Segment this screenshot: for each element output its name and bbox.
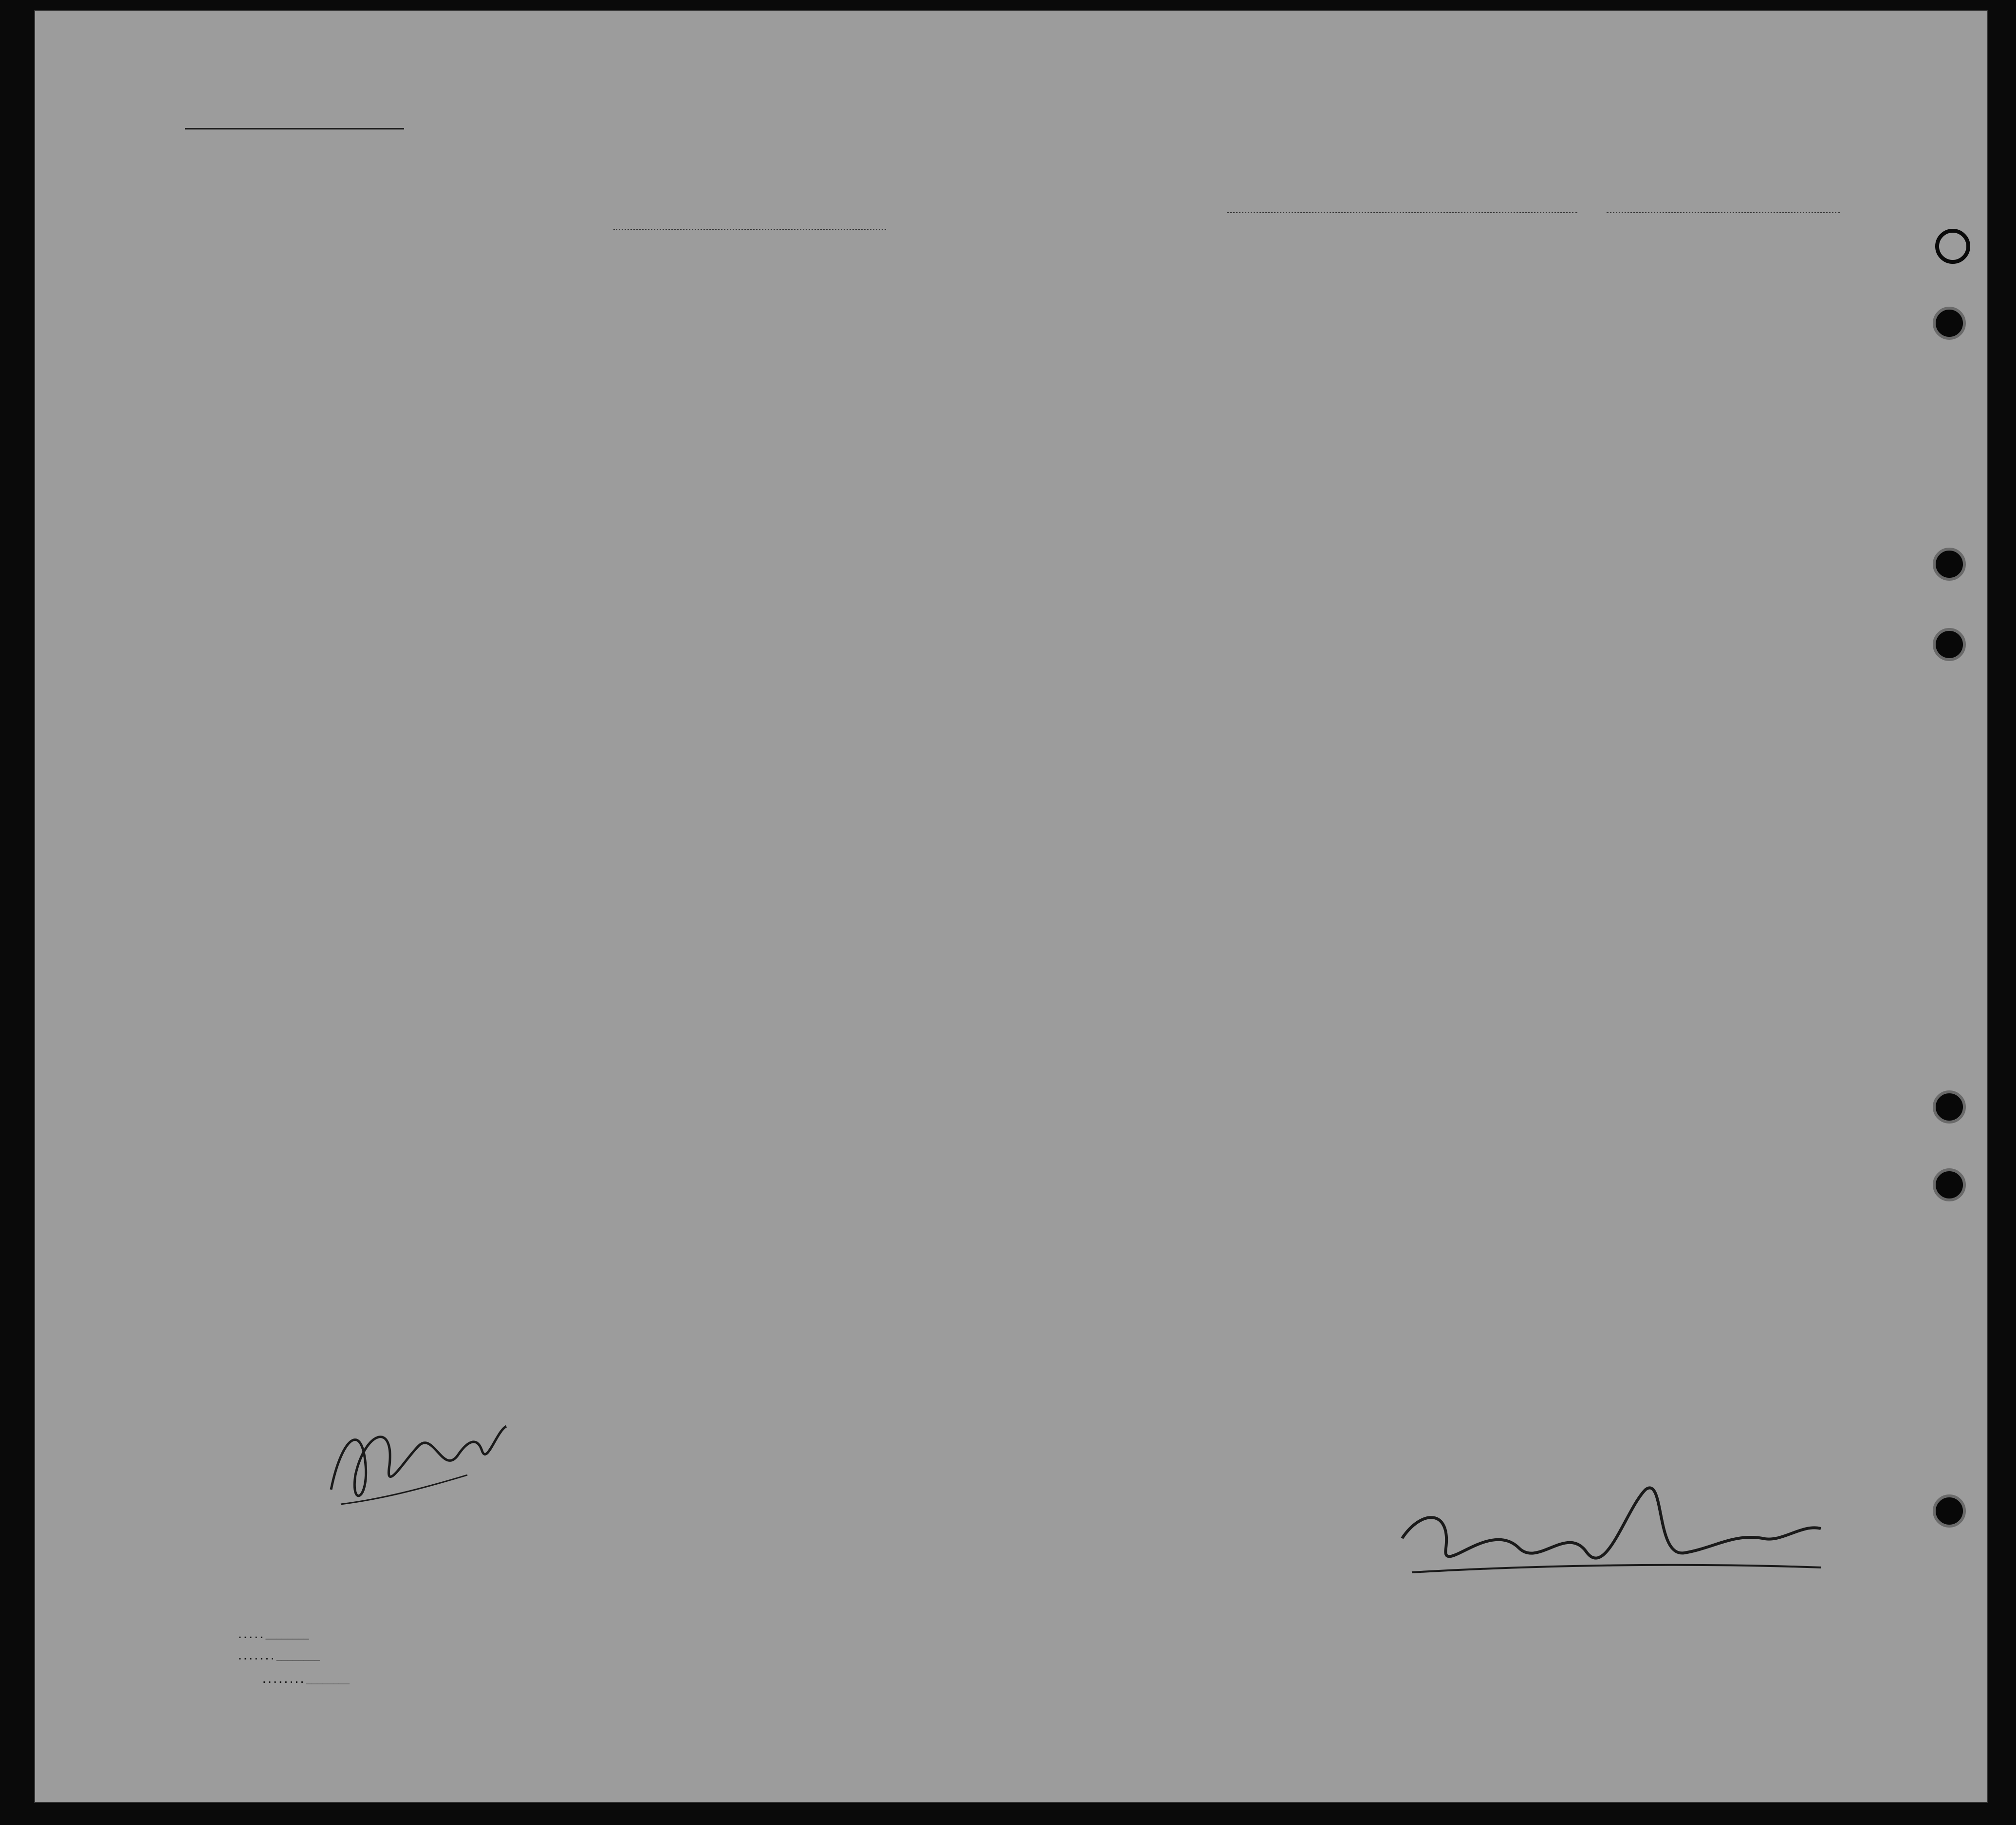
list-underline — [185, 128, 404, 129]
us-citizens-label: . . . . . . . ________ — [239, 1651, 320, 1662]
punch-hole — [1933, 1090, 1966, 1124]
punch-hole — [1933, 548, 1966, 581]
punch-hole — [1933, 628, 1966, 661]
manifest-grid — [63, 243, 1913, 1529]
punch-hole — [1935, 229, 1970, 264]
port-field — [1227, 212, 1577, 213]
ship-field — [613, 212, 886, 230]
marshal-signature — [1392, 1480, 1831, 1592]
aliens-label: . . . . . . . . ________ — [263, 1675, 350, 1685]
date-field — [1607, 212, 1840, 213]
punch-hole — [1933, 1168, 1966, 1201]
inspector-signature — [321, 1402, 536, 1529]
punch-hole — [1933, 1494, 1966, 1528]
punch-hole — [1933, 307, 1966, 340]
total-passengers-label: . . . . . ________ — [239, 1630, 309, 1641]
